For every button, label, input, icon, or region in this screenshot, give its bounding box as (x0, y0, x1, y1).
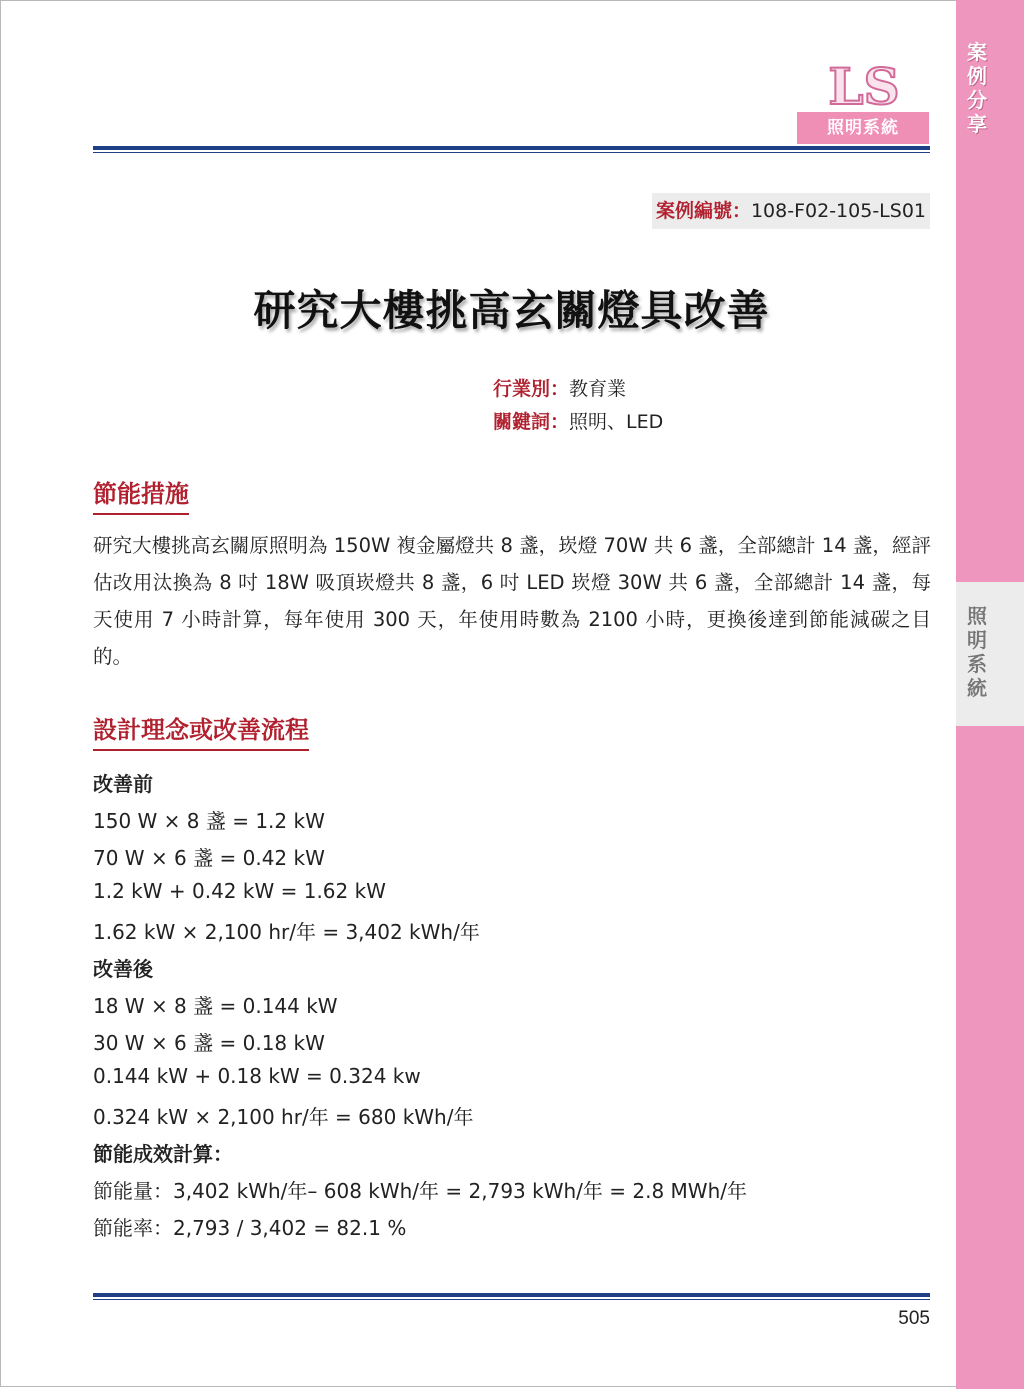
case-number-value: 108-F02-105-LS01 (750, 200, 926, 222)
industry-row (493, 374, 626, 404)
before-line: 1.62 kW × 2,100 hr/年 = 3,402 kWh/年 (93, 920, 480, 944)
measures-paragraph: 研究大樓挑高玄關原照明為 150W 複金屬燈共 8 盞，崁燈 70W 共 6 盞，全部總計 14 盞，經評估改用汰換為 8 吋 18W 吸頂崁燈共 8 盞，6 吋 LED 崁燈 30W 共 6 盞，全部總計 14 盞，每天使用 7 小時計算，每年使用 300 天，年使用時數為 2100 小時，更換後達到節能減碳之目的。 (93, 534, 931, 668)
keywords-row (493, 407, 663, 437)
logo-label-pill: 照明系統 (797, 112, 929, 144)
after-line: 30 W × 6 盞 = 0.18 kW (93, 1031, 325, 1055)
keywords-value: 照明、LED (569, 411, 664, 433)
after-label: 改善後 (93, 957, 153, 981)
after-line: 0.144 kW + 0.18 kW = 0.324 kw (93, 1064, 421, 1088)
case-number (652, 193, 930, 229)
before-line: 150 W × 8 盞 = 1.2 kW (93, 809, 325, 833)
case-number-label: 案例編號： (655, 200, 751, 222)
page-title: 研究大樓挑高玄關燈具改善 (253, 286, 770, 335)
before-line: 1.2 kW + 0.42 kW = 1.62 kW (93, 879, 386, 903)
svg-text:LS: LS (828, 60, 900, 112)
page-number: 505 (898, 1308, 930, 1329)
before-label: 改善前 (93, 772, 153, 796)
after-line: 18 W × 8 盞 = 0.144 kW (93, 994, 338, 1018)
industry-value: 教育業 (569, 378, 627, 400)
footer-rule (93, 1293, 930, 1300)
ls-logo (812, 60, 916, 112)
section-heading-design: 設計理念或改善流程 (93, 710, 309, 751)
before-line: 70 W × 6 盞 = 0.42 kW (93, 846, 325, 870)
side-tab-lighting[interactable]: 照明系統 (967, 604, 987, 700)
result-line: 節能率：2,793 / 3,402 = 82.1 % (93, 1216, 407, 1240)
result-label: 節能成效計算： (93, 1142, 233, 1166)
keywords-label: 關鍵詞： (493, 411, 570, 433)
industry-label: 行業別： (493, 378, 570, 400)
section-heading-measures: 節能措施 (93, 474, 189, 515)
side-tab-case-share[interactable]: 案例分享 (967, 40, 987, 136)
result-line: 節能量：3,402 kWh/年– 608 kWh/年 = 2,793 kWh/年 = 2.8 MWh/年 (93, 1179, 747, 1203)
header-rule (93, 146, 930, 153)
after-line: 0.324 kW × 2,100 hr/年 = 680 kWh/年 (93, 1105, 474, 1129)
